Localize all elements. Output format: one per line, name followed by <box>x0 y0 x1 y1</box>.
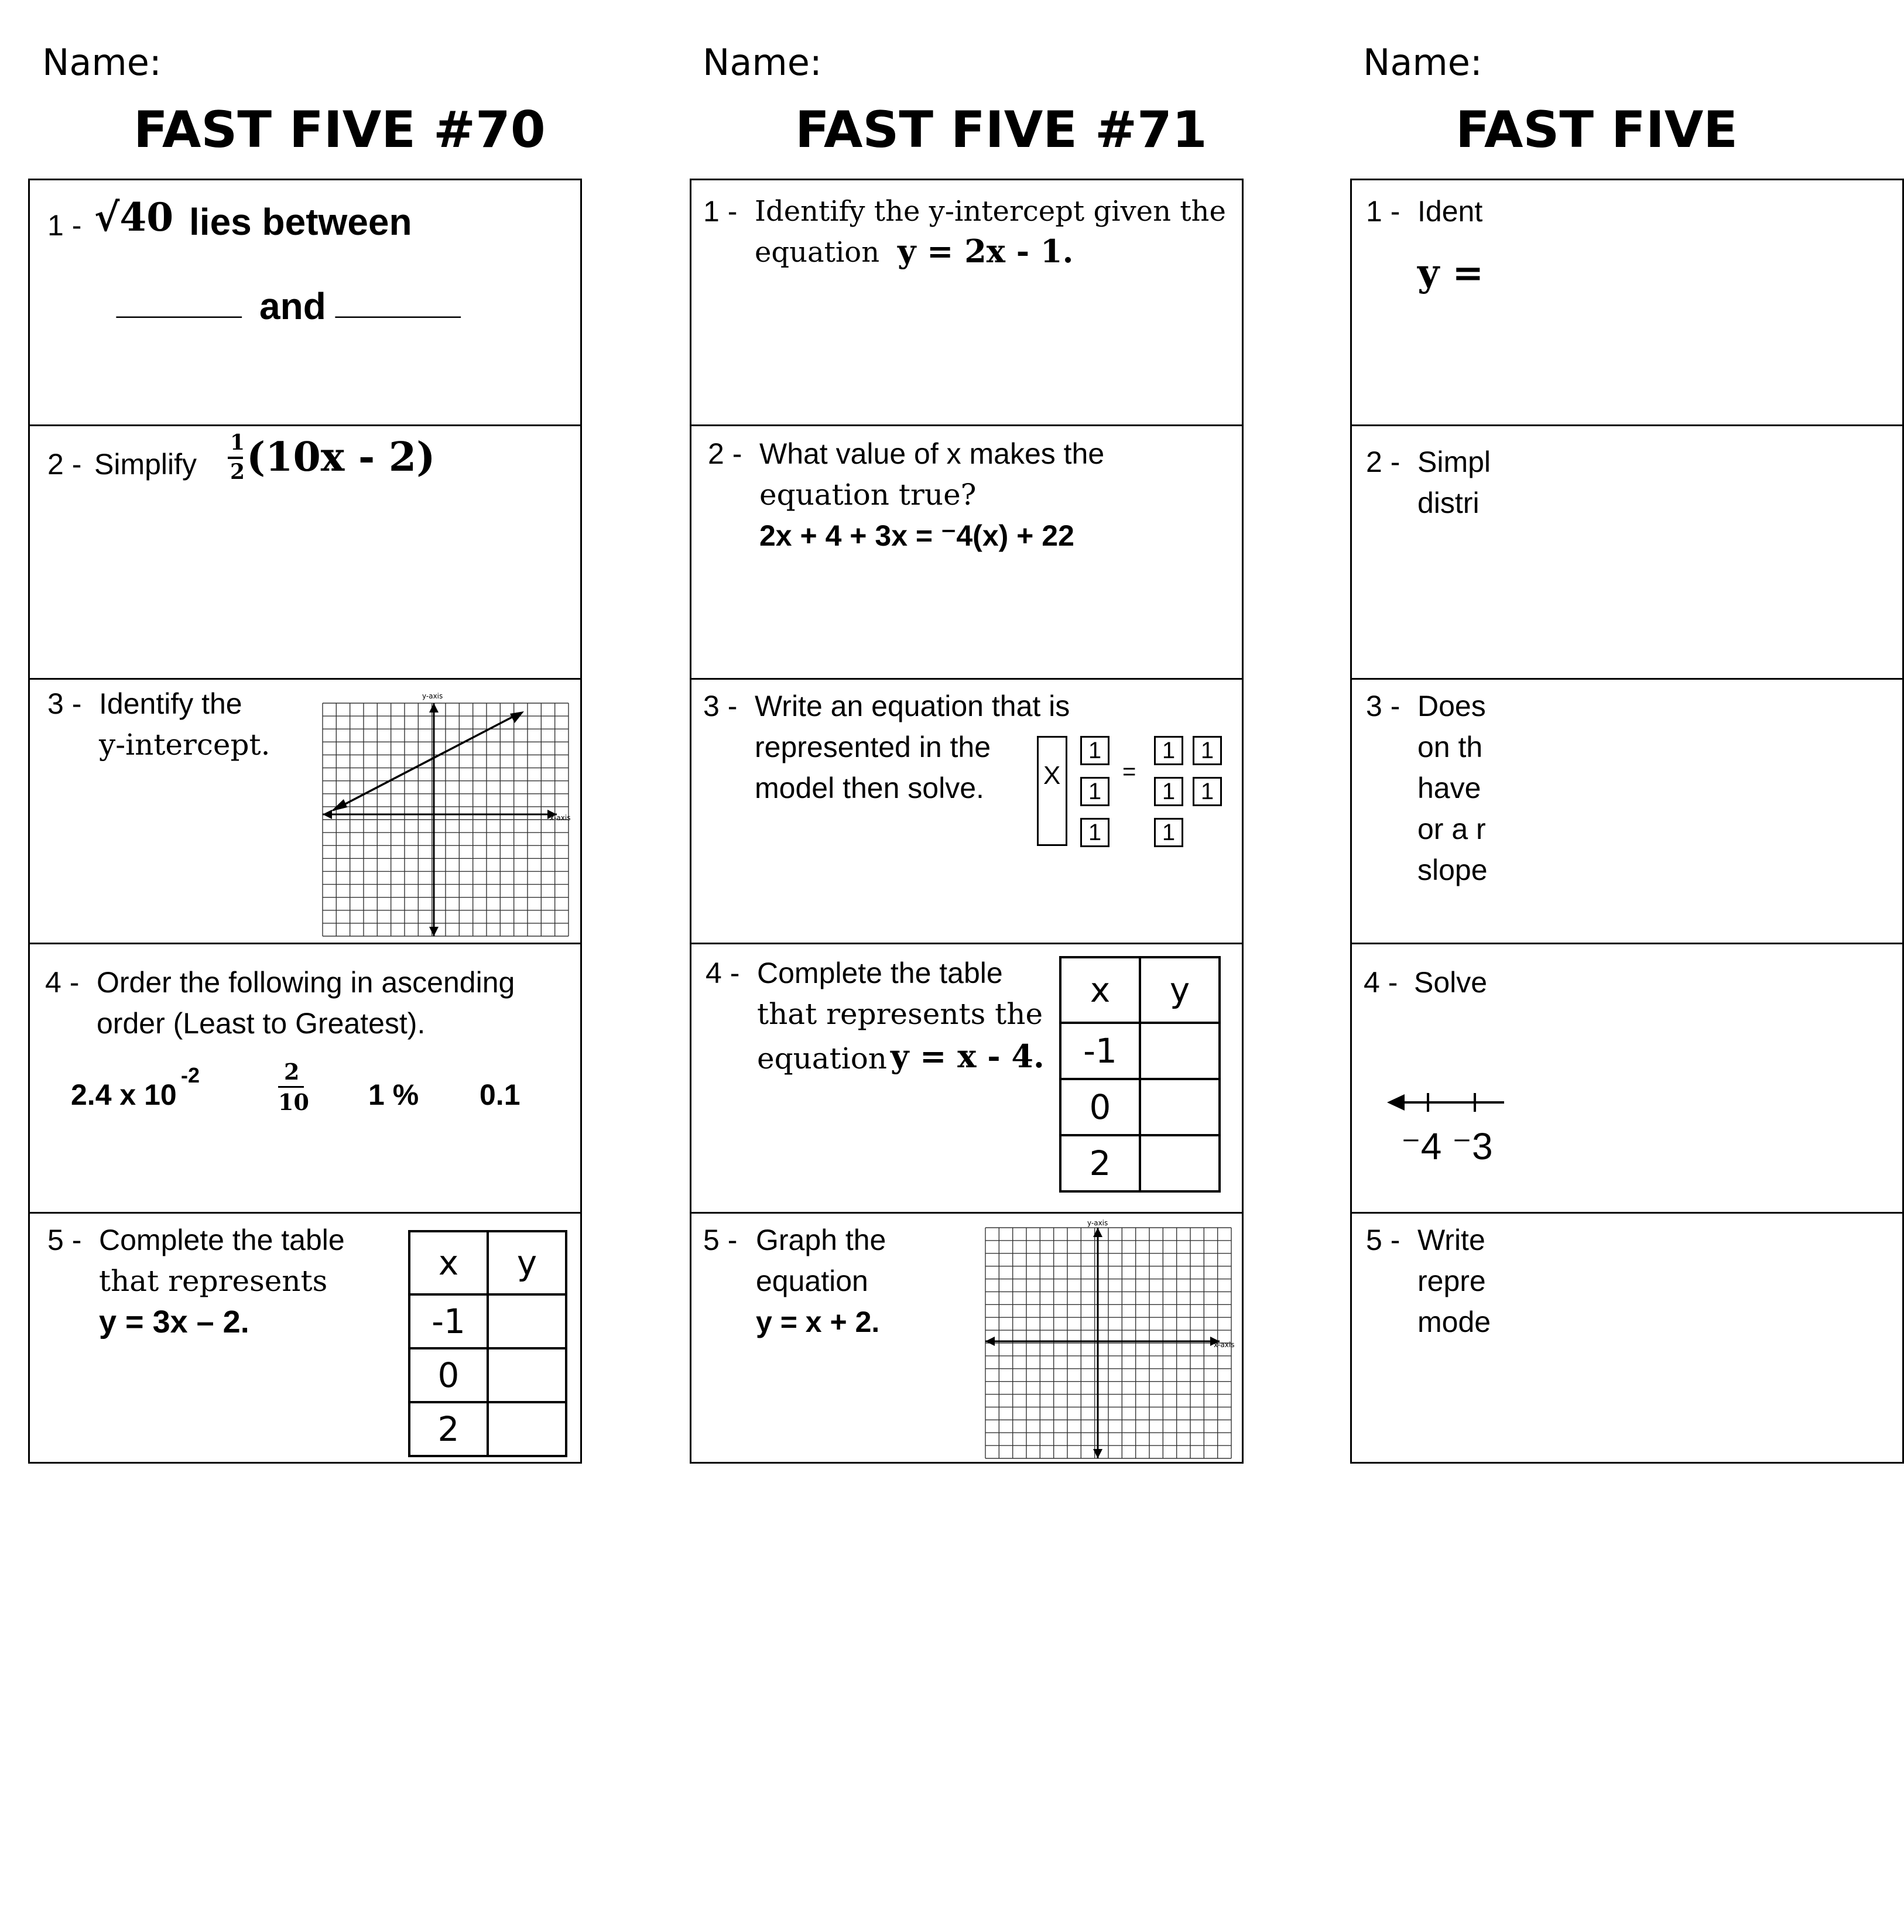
x-value: 2 <box>1060 1135 1140 1191</box>
question-number: 5 - <box>703 1224 738 1256</box>
question-text-line: y-intercept. <box>99 728 270 762</box>
question-text-line: equation <box>756 1265 868 1297</box>
question-number: 2 - <box>708 437 742 470</box>
question-text-line: or a r <box>1417 813 1486 845</box>
radical-40: √40 <box>94 194 174 240</box>
question-text-line: Graph the <box>756 1224 886 1256</box>
y-answer-cell[interactable] <box>1140 1135 1220 1191</box>
question-text-line: have <box>1417 772 1481 804</box>
question-1 <box>1352 180 1902 424</box>
x-value: 2 <box>409 1402 488 1456</box>
y-answer-cell[interactable] <box>1140 1023 1220 1079</box>
question-4 <box>691 943 1242 1212</box>
question-text: lies between <box>189 201 412 243</box>
question-text-line: Ident <box>1417 195 1483 228</box>
number-line <box>1387 1085 1504 1120</box>
question-number: 3 - <box>703 690 738 722</box>
value-scientific: 2.4 x 10 <box>71 1078 177 1111</box>
x-value: 0 <box>1060 1079 1140 1135</box>
question-box <box>690 179 1244 1464</box>
question-text-line: Identify the y-intercept given the <box>755 195 1226 228</box>
fraction-numerator: 1 <box>230 430 245 455</box>
fraction-numerator: 2 <box>284 1059 300 1085</box>
question-text-line: Identify the <box>99 687 242 720</box>
value-exponent: -2 <box>181 1063 200 1087</box>
coordinate-grid <box>323 691 569 937</box>
question-3 <box>1352 678 1902 943</box>
question-text-line: order (Least to Greatest). <box>97 1007 426 1040</box>
xy-table <box>1059 956 1221 1193</box>
question-number: 2 - <box>1366 446 1400 478</box>
question-text-line: on th <box>1417 731 1483 763</box>
question-box <box>28 179 582 1464</box>
question-text-line: Complete the table <box>99 1224 345 1256</box>
question-5 <box>691 1212 1242 1465</box>
question-text-line: Order the following in ascending <box>97 966 515 999</box>
question-text-line: Simpl <box>1417 446 1491 478</box>
y-answer-cell[interactable] <box>488 1348 566 1402</box>
question-number: 4 - <box>1364 966 1398 999</box>
question-5 <box>1352 1212 1902 1465</box>
x-tile: X <box>1037 736 1067 846</box>
sheet-title: FAST FIVE <box>1456 101 1738 159</box>
question-text-line: mode <box>1417 1306 1491 1338</box>
question-number: 3 - <box>47 687 82 720</box>
answer-blank[interactable]: ______ <box>335 279 461 321</box>
question-text-line: equation <box>755 236 880 269</box>
name-label: Name: <box>1363 41 1482 84</box>
question-text-line: represented in the <box>755 731 991 763</box>
sheet-72-partial <box>1322 0 1738 1932</box>
header-y: y <box>488 1231 566 1294</box>
question-number: 1 - <box>47 209 82 242</box>
fraction-denominator: 10 <box>278 1089 309 1115</box>
fraction-bar <box>278 1086 304 1088</box>
name-label: Name: <box>42 41 162 84</box>
question-3 <box>691 678 1242 943</box>
question-1 <box>30 180 580 424</box>
question-number: 5 - <box>1366 1224 1400 1256</box>
y-answer-cell[interactable] <box>488 1402 566 1456</box>
x-axis-label: x-axis <box>550 814 571 822</box>
question-text-line: equation <box>757 1042 887 1075</box>
question-number: 5 - <box>47 1224 82 1256</box>
header-y: y <box>1140 957 1220 1023</box>
xy-table <box>408 1230 567 1457</box>
equation: y = 3x – 2. <box>99 1304 249 1340</box>
equation: 2x + 4 + 3x = ⁻4(x) + 22 <box>759 519 1074 552</box>
equation: y = x - 4. <box>891 1037 1045 1075</box>
unit-tile: 1 <box>1154 818 1183 847</box>
question-text-line: distri <box>1417 487 1480 519</box>
fraction-denominator: 2 <box>230 460 245 484</box>
question-2 <box>691 424 1242 678</box>
question-number: 1 - <box>1366 195 1400 228</box>
coordinate-grid[interactable] <box>985 1219 1237 1462</box>
question-text-line: slope <box>1417 854 1488 886</box>
value-decimal: 0.1 <box>480 1078 520 1111</box>
y-axis-label: y-axis <box>422 692 443 700</box>
question-text-line: equation true? <box>759 478 977 512</box>
question-text-line: Does <box>1417 690 1486 722</box>
question-box <box>1350 179 1904 1464</box>
number-line-labels: ⁻4 ⁻3 <box>1401 1125 1493 1167</box>
question-number: 2 - <box>47 448 82 481</box>
question-number: 4 - <box>45 966 80 999</box>
question-text-line: Complete the table <box>757 957 1003 989</box>
sheet-title: FAST FIVE #71 <box>795 101 1207 159</box>
question-text-line: that represents <box>99 1264 328 1298</box>
question-text-line: repre <box>1417 1265 1486 1297</box>
question-text-line: that represents the <box>757 997 1043 1031</box>
equals-sign: = <box>1122 759 1136 785</box>
unit-tile: 1 <box>1193 777 1222 806</box>
question-5 <box>30 1212 580 1465</box>
name-label: Name: <box>703 41 822 84</box>
question-text-line: Write an equation that is <box>755 690 1070 722</box>
x-value: 0 <box>409 1348 488 1402</box>
unit-tile: 1 <box>1080 777 1109 806</box>
unit-tile: 1 <box>1193 736 1222 765</box>
question-4 <box>30 943 580 1212</box>
question-number: 3 - <box>1366 690 1400 722</box>
expression: (10x - 2) <box>246 434 436 481</box>
header-x: x <box>1060 957 1140 1023</box>
equation: y = x + 2. <box>756 1306 880 1338</box>
x-value: -1 <box>409 1294 488 1348</box>
answer-blank[interactable]: ______ <box>117 279 242 321</box>
question-4 <box>1352 943 1902 1212</box>
unit-tile: 1 <box>1080 736 1109 765</box>
equation: y = <box>1417 251 1484 295</box>
y-answer-cell[interactable] <box>1140 1079 1220 1135</box>
unit-tile: 1 <box>1154 736 1183 765</box>
header-x: x <box>409 1231 488 1294</box>
x-axis-label: x-axis <box>1214 1341 1235 1349</box>
question-number: 1 - <box>703 195 738 228</box>
question-number: 4 - <box>706 957 740 989</box>
question-text: Simplify <box>94 448 197 481</box>
question-2 <box>30 424 580 678</box>
value-percent: 1 % <box>368 1078 419 1111</box>
question-text-line: model then solve. <box>755 772 984 804</box>
equation: y = 2x - 1. <box>898 232 1074 270</box>
y-answer-cell[interactable] <box>488 1294 566 1348</box>
question-1 <box>691 180 1242 424</box>
x-value: -1 <box>1060 1023 1140 1079</box>
question-2 <box>1352 424 1902 678</box>
and-word: and <box>259 285 326 327</box>
y-axis-label: y-axis <box>1087 1219 1108 1227</box>
question-text-line: What value of x makes the <box>759 437 1105 470</box>
question-text-line: Solve <box>1414 966 1488 999</box>
unit-tile: 1 <box>1154 777 1183 806</box>
question-3 <box>30 678 580 943</box>
fraction-bar <box>228 457 243 459</box>
question-text-line: Write <box>1417 1224 1485 1256</box>
unit-tile: 1 <box>1080 818 1109 847</box>
sheet-title: FAST FIVE #70 <box>133 101 546 159</box>
